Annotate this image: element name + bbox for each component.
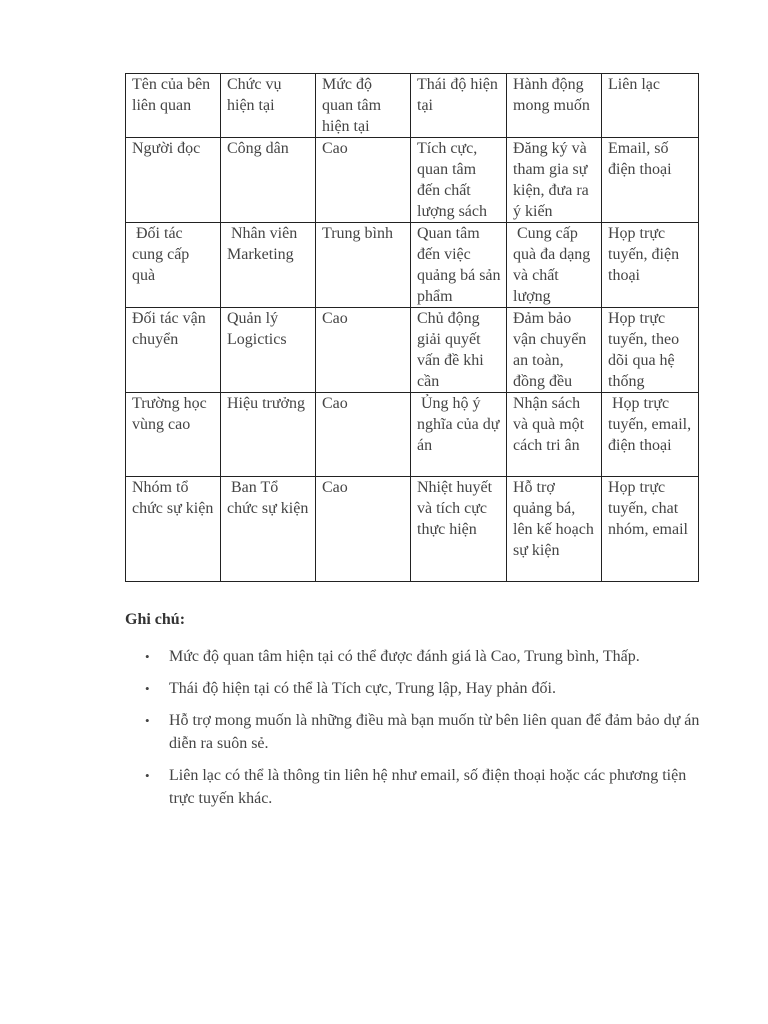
table-row: [126, 138, 699, 223]
table-cell: Công dân: [221, 138, 316, 223]
header-cell-contact: Liên lạc: [602, 74, 699, 138]
table-cell: Họp trực tuyến, theo dõi qua hệ thống: [602, 308, 699, 393]
table-cell: Họp trực tuyến, điện thoại: [602, 223, 699, 308]
header-cell-interest-level: Mức độ quan tâm hiện tại: [316, 74, 411, 138]
bullet-icon: •: [145, 768, 150, 783]
table-cell: Chủ động giải quyết vấn đề khi cần: [411, 308, 507, 393]
table-cell: Họp trực tuyến, email, điện thoại: [602, 393, 699, 477]
table-cell: Đảm bảo vận chuyển an toàn, đồng đều: [507, 308, 602, 393]
table-cell: Đối tác cung cấp quà: [126, 223, 221, 308]
list-item: [145, 764, 700, 810]
table-cell: Cao: [316, 393, 411, 477]
table-cell: Đăng ký và tham gia sự kiện, đưa ra ý kiến: [507, 138, 602, 223]
table-row: [126, 308, 699, 393]
notes-list: [125, 645, 700, 819]
table-cell: Họp trực tuyến, chat nhóm, email: [602, 477, 699, 582]
header-cell-desired-action: Hành động mong muốn: [507, 74, 602, 138]
table-cell: Trung bình: [316, 223, 411, 308]
note-text: Liên lạc có thể là thông tin liên hệ như email, số điện thoại hoặc các phương tiện trực tuyến khác.: [169, 767, 687, 807]
table-cell: Hiệu trưởng: [221, 393, 316, 477]
table-row: [126, 223, 699, 308]
table-cell: Nhóm tổ chức sự kiện: [126, 477, 221, 582]
table-cell: Ban Tổ chức sự kiện: [221, 477, 316, 582]
notes-title: Ghi chú:: [125, 611, 186, 628]
table-row: [126, 393, 699, 477]
table-cell: Cao: [316, 477, 411, 582]
stakeholder-table: [125, 73, 699, 582]
table-row: [126, 477, 699, 582]
table-cell: Nhân viên Marketing: [221, 223, 316, 308]
table-cell: Quản lý Logictics: [221, 308, 316, 393]
table-cell: Nhận sách và quà một cách tri ân: [507, 393, 602, 477]
bullet-icon: •: [145, 649, 150, 664]
list-item: [145, 677, 700, 700]
table-cell: Tích cực, quan tâm đến chất lượng sách: [411, 138, 507, 223]
bullet-icon: •: [145, 681, 150, 696]
note-text: Thái độ hiện tại có thể là Tích cực, Trung lập, Hay phản đối.: [169, 680, 556, 697]
note-text: Mức độ quan tâm hiện tại có thể được đánh giá là Cao, Trung bình, Thấp.: [169, 648, 640, 665]
table-cell: Quan tâm đến việc quảng bá sản phẩm: [411, 223, 507, 308]
list-item: [145, 645, 700, 668]
header-cell-current-position: Chức vụ hiện tại: [221, 74, 316, 138]
table-cell: Đối tác vận chuyển: [126, 308, 221, 393]
table-cell: Email, số điện thoại: [602, 138, 699, 223]
header-cell-stakeholder-name: Tên của bên liên quan: [126, 74, 221, 138]
table-cell: Cung cấp quà đa dạng và chất lượng: [507, 223, 602, 308]
bullet-icon: •: [145, 713, 150, 728]
note-text: Hỗ trợ mong muốn là những điều mà bạn muốn từ bên liên quan để đảm bảo dự án diễn ra suôn sẻ.: [169, 712, 700, 752]
table-cell: Cao: [316, 138, 411, 223]
table-cell: Nhiệt huyết và tích cực thực hiện: [411, 477, 507, 582]
table-cell: Ủng hộ ý nghĩa của dự án: [411, 393, 507, 477]
table-header-row: [126, 74, 699, 138]
list-item: [145, 709, 700, 755]
header-cell-current-attitude: Thái độ hiện tại: [411, 74, 507, 138]
table-cell: Người đọc: [126, 138, 221, 223]
table-cell: Hỗ trợ quảng bá, lên kế hoạch sự kiện: [507, 477, 602, 582]
table-cell: Cao: [316, 308, 411, 393]
table-cell: Trường học vùng cao: [126, 393, 221, 477]
